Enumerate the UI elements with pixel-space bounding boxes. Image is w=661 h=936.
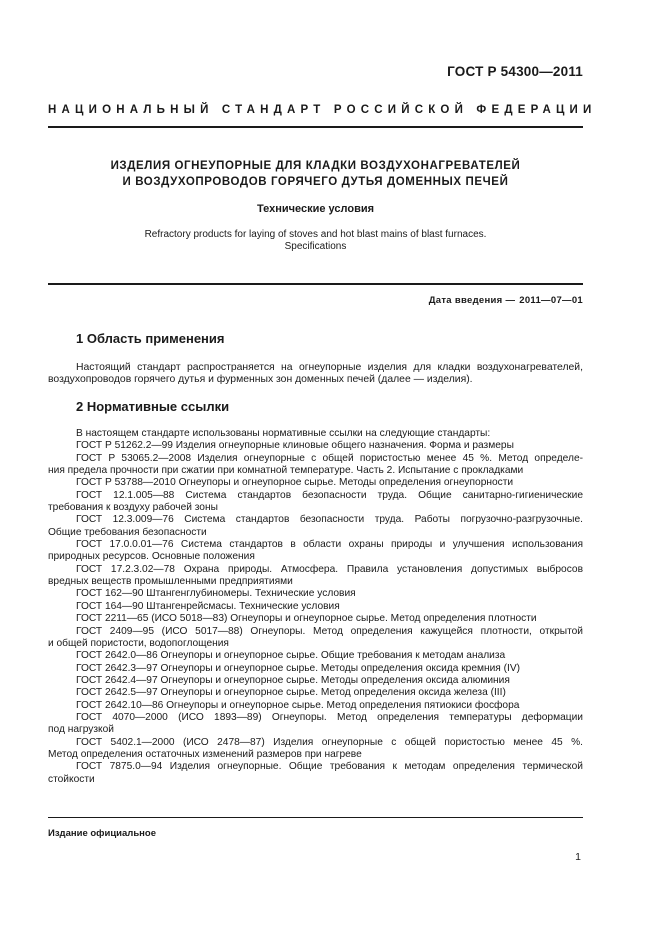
reference-continuation: природных ресурсов. Основные положения <box>48 551 255 563</box>
reference-line: ГОСТ 4070—2000 (ИСО 1893—89) Огнеупоры. Метод определения температуры деформации <box>76 711 583 723</box>
english-title-line-2: Specifications <box>284 241 347 252</box>
reference-item <box>48 564 583 589</box>
reference-item <box>48 650 583 662</box>
header-rule <box>48 126 583 128</box>
section-1-line-2: воздухопроводов горячего дутья и фурменных зон доменных печей (далее — изделия). <box>48 374 473 386</box>
standard-banner: НАЦИОНАЛЬНЫЙ СТАНДАРТ РОССИЙСКОЙ ФЕДЕРАЦИИ <box>48 104 597 116</box>
document-number: ГОСТ Р 54300—2011 <box>447 64 583 79</box>
reference-continuation: Общие требования безопасности <box>48 526 207 538</box>
reference-continuation: требования к воздуху рабочей зоны <box>48 502 218 514</box>
page-number: 1 <box>575 851 581 863</box>
title-line-1: ИЗДЕЛИЯ ОГНЕУПОРНЫЕ ДЛЯ КЛАДКИ ВОЗДУХОНАГРЕВАТЕЛЕЙ <box>110 160 521 172</box>
reference-line: ГОСТ 2211—65 (ИСО 5018—83) Огнеупоры и огнеупорное сырье. Метод определения плотности <box>76 613 537 625</box>
reference-item <box>48 477 583 489</box>
reference-line: ГОСТ 12.1.005—88 Система стандартов безопасности труда. Общие санитарно-гигиенические <box>76 489 583 501</box>
reference-item <box>48 601 583 613</box>
english-title <box>48 229 583 253</box>
reference-continuation: и общей пористости, водопоглощения <box>48 637 229 649</box>
reference-line: ГОСТ 12.3.009—76 Система стандартов безопасности труда. Работы погрузочно-разгрузочные. <box>76 514 583 526</box>
references-list <box>48 428 583 786</box>
reference-item <box>48 663 583 675</box>
reference-line: ГОСТ 2642.5—97 Огнеупоры и огнеупорное сырье. Метод определения оксида железа (III) <box>76 687 506 699</box>
reference-item <box>48 539 583 564</box>
reference-line: ГОСТ 162—90 Штангенглубиномеры. Технические условия <box>76 588 356 600</box>
reference-item <box>48 453 583 478</box>
reference-line: ГОСТ Р 51262.2—99 Изделия огнеупорные клиновые общего назначения. Форма и размеры <box>76 440 514 452</box>
reference-line: ГОСТ 17.0.0.01—76 Система стандартов в области охраны природы и улучшения использования <box>76 539 583 551</box>
reference-item <box>48 675 583 687</box>
document-title <box>48 158 583 190</box>
section-1-heading: 1 Область применения <box>76 331 225 346</box>
reference-item <box>48 514 583 539</box>
reference-line: ГОСТ Р 53788—2010 Огнеупоры и огнеупорное сырье. Методы определения огнеупорности <box>76 477 514 489</box>
reference-line: ГОСТ 164—90 Штангенрейсмасы. Технические условия <box>76 600 340 612</box>
edition-note: Издание официальное <box>48 828 156 839</box>
reference-continuation: под нагрузкой <box>48 724 114 736</box>
reference-continuation: Метод определения остаточных изменений размеров при нагреве <box>48 748 362 760</box>
effective-date <box>425 295 583 306</box>
reference-line: ГОСТ 2642.4—97 Огнеупоры и огнеупорное сырье. Методы определения оксида алюминия <box>76 674 510 686</box>
reference-line: ГОСТ 2409—95 (ИСО 5017—88) Огнеупоры. Метод определения кажущейся плотности, открытой <box>76 625 583 637</box>
effective-date-label: Дата введения — <box>428 295 516 306</box>
reference-item <box>48 700 583 712</box>
reference-item <box>48 687 583 699</box>
reference-line: ГОСТ 7875.0—94 Изделия огнеупорные. Общие требования к методам определения термической <box>76 761 583 773</box>
title-line-2: И ВОЗДУХОПРОВОДОВ ГОРЯЧЕГО ДУТЬЯ ДОМЕННЫХ ПЕЧЕЙ <box>122 176 509 188</box>
reference-line: ГОСТ 2642.0—86 Огнеупоры и огнеупорное сырье. Общие требования к методам анализа <box>76 650 506 662</box>
footer-rule <box>48 817 583 818</box>
references-intro: В настоящем стандарте использованы нормативные ссылки на следующие стандарты: <box>76 428 491 439</box>
reference-items <box>48 440 583 786</box>
reference-continuation: ния предела прочности при сжатии при комнатной температуре. Часть 2. Испытание с прокладками <box>48 465 524 477</box>
effective-date-value: 2011—07—01 <box>519 295 583 306</box>
reference-line: ГОСТ 5402.1—2000 (ИСО 2478—87) Изделия огнеупорные с общей пористостью менее 45 %. <box>76 736 583 748</box>
title-rule <box>48 283 583 285</box>
reference-item <box>48 626 583 651</box>
reference-continuation: стойкости <box>48 773 95 785</box>
reference-line: ГОСТ 2642.3—97 Огнеупоры и огнеупорное сырье. Методы определения оксида кремния (IV) <box>76 662 521 674</box>
reference-continuation: вредных веществ промышленными предприятиями <box>48 576 293 588</box>
reference-item <box>48 440 583 452</box>
reference-line: ГОСТ 17.2.3.02—78 Охрана природы. Атмосфера. Правила установления допустимых выбросов <box>76 563 583 575</box>
reference-item <box>48 490 583 515</box>
reference-item <box>48 588 583 600</box>
section-1-text <box>48 362 583 387</box>
reference-line: ГОСТ 2642.10—86 Огнеупоры и огнеупорное сырье. Метод определения пятиокиси фосфора <box>76 699 520 711</box>
reference-item <box>48 613 583 625</box>
section-2-heading: 2 Нормативные ссылки <box>76 399 230 414</box>
reference-item <box>48 712 583 737</box>
section-1-line-1: Настоящий стандарт распространяется на огнеупорные изделия для кладки воздухонагревателей, <box>76 362 583 373</box>
english-title-line-1: Refractory products for laying of stoves and hot blast mains of blast furnaces. <box>144 229 487 240</box>
document-subtitle: Технические условия <box>256 203 375 215</box>
reference-item <box>48 737 583 762</box>
reference-line: ГОСТ Р 53065.2—2008 Изделия огнеупорные с общей пористостью менее 45 %. Метод определе- <box>76 452 583 464</box>
reference-item <box>48 761 583 786</box>
